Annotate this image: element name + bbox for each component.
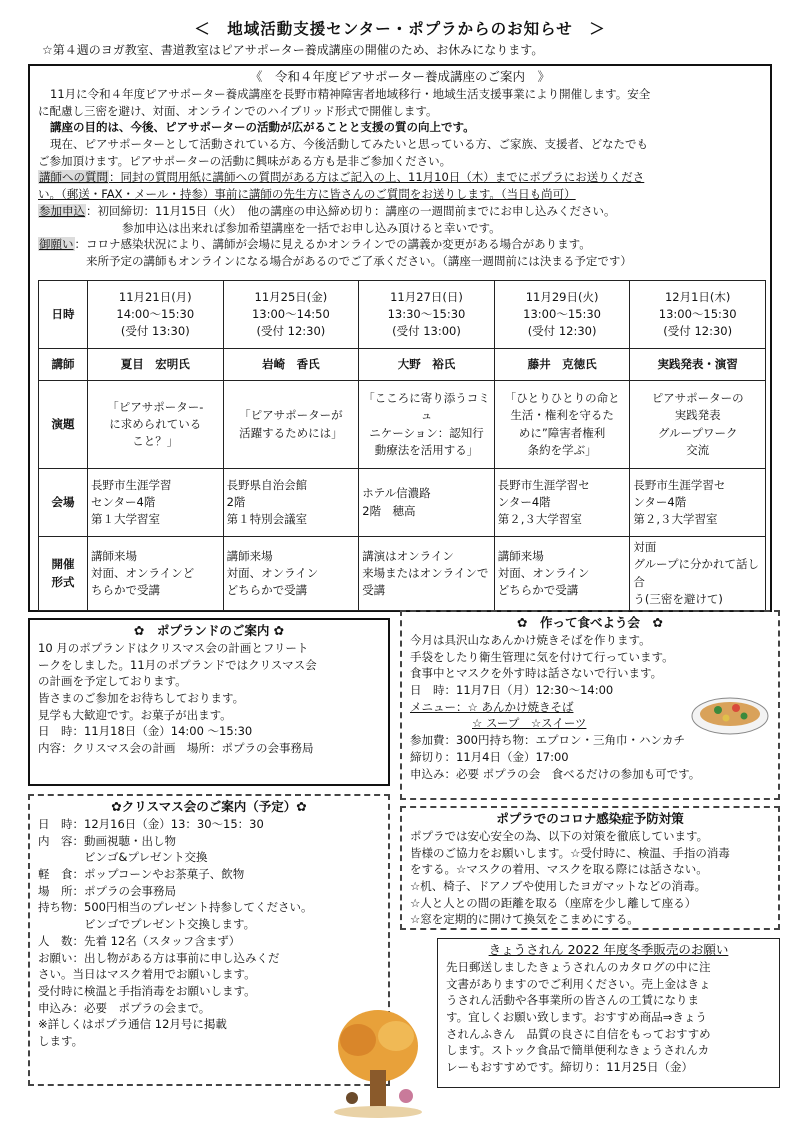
- venue-cell: 長野県自治会館 2階 第１特別会議室: [223, 469, 359, 537]
- christmas-line: します。: [38, 1033, 84, 1048]
- cooking-line: 手袋をしたり衛生管理に気を付けて行っています。: [410, 649, 674, 664]
- cooking-line: 食事中とマスクを外す時は話さないで行います。: [410, 666, 663, 681]
- topic-cell: 「ピアサポーター- に求められている こと？」: [88, 381, 224, 469]
- teacher-cell: 夏目 宏明氏: [88, 349, 224, 381]
- table-row: [39, 349, 766, 381]
- cooking-line: 今月は具沢山なあんかけ焼きそばを作ります。: [410, 633, 651, 648]
- covid-line: 皆様のご協力をお願いします。☆受付時に、検温、手指の消毒: [410, 845, 730, 860]
- christmas-line: 申込み：必要 ポプラの会まで。: [38, 1000, 211, 1015]
- christmas-line: ビンゴでプレゼント交換します。: [38, 917, 256, 932]
- covid-line: ☆机、椅子、ドアノブや使用したヨガマットなどの消毒。: [410, 879, 707, 894]
- covid-title: ポプラでのコロナ感染症予防対策: [496, 811, 684, 826]
- cooking-line: 締切り：11月4日（金）17:00: [410, 749, 569, 764]
- format-cell: 対面 グループに分かれて話し合 う(三密を避けて): [630, 537, 766, 611]
- poplarland-line: 皆さまのご参加をお待ちしております。: [38, 691, 245, 706]
- kyousaren-line: レーもおすすめです。締切り：11月25日（金）: [446, 1060, 693, 1075]
- intro-line: ご参加頂けます。ピアサポーターの活動に興味がある方も是非ご参加ください。: [38, 153, 452, 168]
- cooking-line: 日 時：11月7日（月）12:30〜14:00: [410, 683, 614, 698]
- kyousaren-line: うされん活動や各事業所の皆さんの工賃になりま: [446, 993, 699, 1008]
- row-header-format: 開催 形式: [39, 537, 88, 611]
- topic-cell: 「ピアサポーターが 活躍するためには」: [223, 381, 359, 469]
- cooking-menu: メニュー：☆ あんかけ焼きそば: [410, 699, 574, 714]
- yakisoba-dish-illustration: [690, 690, 770, 736]
- kyousaren-line: 先日郵送しましたきょうされんのカタログの中に注: [446, 960, 711, 975]
- covid-section: [400, 806, 780, 930]
- poplarland-title: ✿ ポプランドのご案内 ✿: [133, 623, 285, 638]
- topic-cell: ピアサポーターの 実践発表 グループワーク 交流: [630, 381, 766, 469]
- topic-cell: 「ひとりひとりの命と 生活・権利を守るた めに”障害者権利 条約を学ぶ」: [494, 381, 630, 469]
- christmas-line: ビンゴ&プレゼント交換: [38, 850, 208, 865]
- row-header-teacher: 講師: [39, 349, 88, 381]
- row-header-date: 日時: [39, 281, 88, 349]
- christmas-line: 日 時：12月16日（金）13：30〜15：30: [38, 817, 264, 832]
- christmas-line: ※詳しくはポプラ通信 12月号に掲載: [38, 1017, 227, 1032]
- christmas-line: 軽 食：ポップコーンやお茶菓子、飲物: [38, 867, 245, 882]
- venue-cell: 長野市生涯学習セ ンター4階 第２,３大学習室: [494, 469, 630, 537]
- christmas-line: お願い：出し物がある方は事前に申し込みくだ: [38, 950, 280, 965]
- format-cell: 講師来場 対面、オンライン どちらかで受講: [223, 537, 359, 611]
- poplarland-line: の計画を予定しております。: [38, 674, 187, 689]
- apply-text: ：初回締切：11月15日（火） 他の講座の申込締め切り：講座の一週間前までにお申し込みください。: [86, 203, 616, 218]
- request-label: 御願い: [39, 237, 74, 252]
- row-header-topic: 演題: [39, 381, 88, 469]
- request-text: ：コロナ感染状況により、講師が会場に見えるかオンラインでの講義か変更がある場合があります。: [74, 237, 591, 252]
- poplarland-line: 10 月のポプランドはクリスマス会の計画とフリート: [38, 641, 309, 656]
- intro-line: に配慮し三密を避け、対面、オンラインでのハイブリッド形式で開催します。: [38, 103, 438, 118]
- kyousaren-section: [437, 938, 780, 1088]
- peer-course-section: [28, 64, 772, 612]
- intro-line: 現在、ピアサポーターとして活動されている方、今後活動してみたいと思っている方、ご家族、支援者、どなたでも: [50, 137, 648, 152]
- peer-course-title: 《 令和４年度ピアサポーター養成講座のご案内 》: [249, 69, 550, 84]
- format-cell: 講演はオンライン 来場またはオンラインで 受講: [359, 537, 495, 611]
- poplarland-line: 内容：クリスマス会の計画 場所：ポプラの会事務局: [38, 741, 314, 756]
- session-date-cell: 11月25日(金) 13:00〜14:50 (受付 12:30): [223, 281, 359, 349]
- intro-line: 講座の目的は、今後、ピアサポーターの活動が広がることと支援の質の向上です。: [50, 120, 475, 135]
- kyousaren-line: 文書がありますのでご利用ください。売上金はきょ: [446, 976, 711, 991]
- session-date-cell: 12月1日(木) 13:00〜15:30 (受付 12:30): [630, 281, 766, 349]
- table-row: [39, 381, 766, 469]
- cooking-menu-cont: ☆ スープ ☆スイーツ: [472, 716, 587, 731]
- teacher-cell: 藤井 克徳氏: [494, 349, 630, 381]
- row-header-venue: 会場: [39, 469, 88, 537]
- christmas-line: 受付時に検温と手指消毒をお願いします。: [38, 983, 256, 998]
- session-date-cell: 11月29日(火) 13:00〜15:30 (受付 12:30): [494, 281, 630, 349]
- table-row: [39, 537, 766, 611]
- christmas-line: 場 所：ポプラの会事務局: [38, 883, 176, 898]
- notice-text: ☆第４週のヨガ教室、書道教室はピアサポーター養成講座の開催のため、お休みになります。: [42, 43, 544, 57]
- poplarland-section: [28, 618, 390, 786]
- teacher-cell: 実践発表・演習: [630, 349, 766, 381]
- christmas-line: 内 容：動画視聴・出し物: [38, 833, 176, 848]
- cooking-line: 参加費：300円持ち物：エプロン・三角巾・ハンカチ: [410, 733, 685, 748]
- question-label: 講師への質問: [39, 170, 108, 185]
- cooking-line: 申込み：必要 ポプラの会 食べるだけの参加も可です。: [410, 766, 701, 781]
- apply-label: 参加申込: [39, 203, 85, 218]
- covid-line: ☆人と人との間の距離を取る（座席を少し離して座る）: [410, 895, 697, 910]
- poplarland-line: ークをしました。11月のポプランドではクリスマス会: [38, 657, 317, 672]
- poplarland-line: 日 時：11月18日（金）14:00 〜15:30: [38, 724, 253, 739]
- kyousaren-line: されんふきん 品質の良さに自信をもっておすすめ: [446, 1026, 711, 1041]
- poplarland-line: 見学も大歓迎です。お菓子が出ます。: [38, 707, 232, 722]
- cooking-title: ✿ 作って食べよう会 ✿: [517, 615, 663, 630]
- kyousaren-line: す。宜しくお願い致します。おすすめ商品⇒きょう: [446, 1010, 707, 1025]
- format-cell: 講師来場 対面、オンラインど ちらかで受講: [88, 537, 224, 611]
- schedule-table: [38, 280, 766, 611]
- venue-cell: 長野市生涯学習 センター4階 第１大学習室: [88, 469, 224, 537]
- teacher-cell: 岩崎 香氏: [223, 349, 359, 381]
- question-text: ：同封の質問用紙に講師への質問がある方はご記入の上、11月10日（木）までにポプラにお送りくださ: [109, 170, 645, 185]
- christmas-line: さい。当日はマスク着用でお願いします。: [38, 967, 256, 982]
- intro-line: 11月に令和４年度ピアサポーター養成講座を長野市精神障害者地域移行・地域生活支援事業により開催します。安全: [50, 87, 651, 102]
- session-date-cell: 11月27日(日) 13:30〜15:30 (受付 13:00): [359, 281, 495, 349]
- autumn-tree-illustration: [318, 1000, 438, 1120]
- christmas-line: 人 数：先着 12名（スタッフ含まず）: [38, 933, 241, 948]
- table-row: [39, 281, 766, 349]
- covid-line: をする。☆マスクの着用、マスクを取る際には話さない。: [410, 862, 708, 877]
- table-row: [39, 469, 766, 537]
- christmas-title: ✿クリスマス会のご案内（予定）✿: [111, 799, 307, 814]
- apply-text-cont: 参加申込は出来れば参加希望講座を一括でお申し込み頂けると幸いです。: [122, 220, 501, 235]
- kyousaren-title: きょうされん 2022 年度冬季販売のお願い: [488, 942, 729, 957]
- request-text-cont: 来所予定の講師もオンラインになる場合があるのでご了承ください。（講座一週間前には決まる予定です）: [86, 253, 632, 268]
- teacher-cell: 大野 裕氏: [359, 349, 495, 381]
- christmas-line: 持ち物：500円相当のプレゼント持参してください。: [38, 900, 313, 915]
- kyousaren-line: します。ストック食品で簡単便利なきょうされんカ: [446, 1043, 710, 1058]
- covid-line: ポプラでは安心安全の為、以下の対策を徹底しています。: [410, 829, 709, 844]
- venue-cell: 長野市生涯学習セ ンター4階 第２,３大学習室: [630, 469, 766, 537]
- topic-cell: 「こころに寄り添うコミュ ニケーション：認知行 動療法を活用する」: [359, 381, 495, 469]
- covid-line: ☆窓を定期的に開けて換気をこまめにする。: [410, 912, 639, 927]
- format-cell: 講師来場 対面、オンライン どちらかで受講: [494, 537, 630, 611]
- page-title: ＜ 地域活動支援センター・ポプラからのお知らせ ＞: [194, 20, 606, 38]
- question-text-cont: い。（郵送・FAX・メール・持参）事前に講師の先生方に皆さんのご質問をお送りします。（当日も尚可）: [38, 187, 576, 202]
- session-date-cell: 11月21日(月) 14:00〜15:30 (受付 13:30): [88, 281, 224, 349]
- venue-cell: ホテル信濃路 2階 穂高: [359, 469, 495, 537]
